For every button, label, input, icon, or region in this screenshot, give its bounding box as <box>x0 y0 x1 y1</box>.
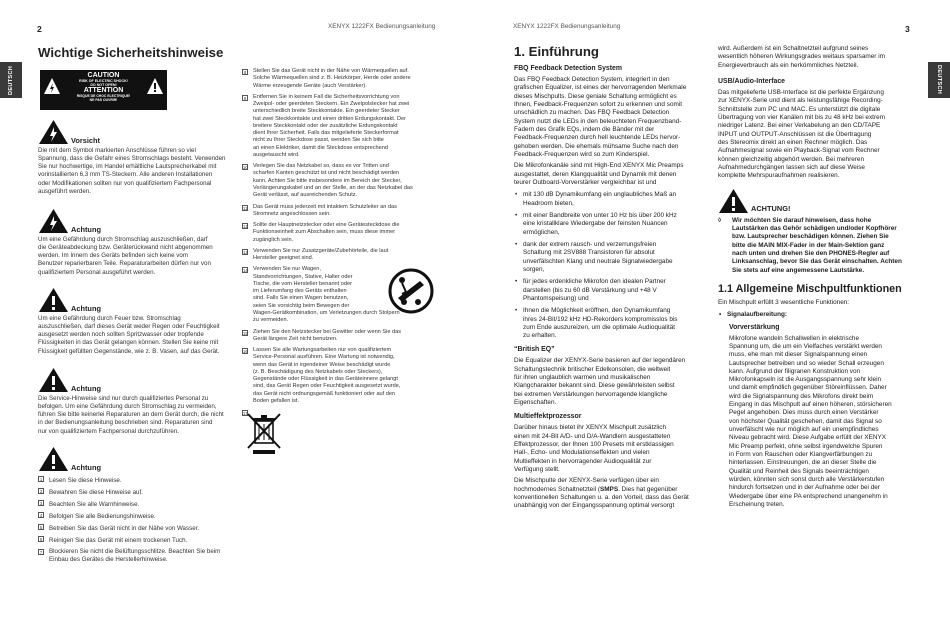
text-line: dieses Mischpults. Diese geniale Schaltung ermöglicht es <box>514 92 677 100</box>
list-item <box>242 248 442 263</box>
intro-column-2 <box>718 45 918 509</box>
warning-block-achtung-2 <box>38 287 238 356</box>
item-number: 15 <box>243 330 248 336</box>
text-line: Linksanschlag, bevor Sie das Gerät einschalten. Achten <box>732 258 902 266</box>
item-line: kann. Achten Sie bitte insbesondere im Bereich der Stecker, <box>253 177 402 184</box>
list-item <box>38 487 238 499</box>
item-line: scharfen Kanten geschützt ist und nicht beschädigt werden <box>253 170 400 177</box>
item-line: sind. Falls Sie einen Wagen benutzen, <box>253 295 349 302</box>
list-item <box>242 94 442 159</box>
warning-line: oder Modifikationen sollten nur von qualifiziertem Fachpersonal <box>38 179 212 187</box>
text-line: Qualität und Reinheit des Signals beeinträchtigen <box>729 467 869 475</box>
text-line: unverfälschten Klang und neutrale Signalwiedergabe <box>523 257 673 265</box>
list-item <box>38 548 238 565</box>
warning-line: befolgen. Um eine Gefährdung durch Stromschlag zu vermeiden, <box>38 403 217 411</box>
warning-line: Benutzer reparierbaren Teile. Reparaturarbeiten dürfen nur von <box>38 260 211 268</box>
item-line: Sollte der Hauptnetzstecker oder eine Gerätesteckdose die <box>253 222 400 229</box>
item-number: 5 <box>39 525 43 531</box>
warning-line: nur von qualifiziertem Fachpersonal durchzuführen. <box>38 427 180 435</box>
text-line: für ihren unglaublich warmen und musikalischen <box>514 374 651 382</box>
list-item <box>38 523 238 535</box>
text-line: Sie stets auf eine angemessene Lautstärke. <box>732 266 865 274</box>
text-line: Pegel angehoben. Dies muss durch einen Verstärker <box>729 409 879 417</box>
text-line: zur XENYX-Serie und dient als leistungsfähige Recording- <box>718 97 883 105</box>
warning-block-achtung-3 <box>38 367 238 436</box>
item-text: Beachten Sie alle Warnhinweise. <box>49 501 140 509</box>
text-line: zu erhalten. <box>523 332 557 340</box>
item-number: 3 <box>39 501 43 507</box>
running-title-left: XENYX 1222FX Bedienungsanleitung <box>328 23 436 30</box>
item-number: 1 <box>39 477 43 482</box>
section-intro: Ein Mischpult erfüllt 3 wesentliche Funktionen: <box>718 298 850 306</box>
diamond-icon: ◊ <box>718 216 722 224</box>
text-line: Die Equalizer der XENYX-Serie basieren auf der legendären <box>514 357 686 365</box>
warning-block-achtung-4 <box>38 446 238 564</box>
text-line: ihres 24-Bit/192 kHz HD-Rekorders kompromisslos bis <box>523 315 678 323</box>
text-line: Wir möchten Sie darauf hinweisen, dass hohe <box>732 216 872 224</box>
text-line: wird. Außerdem ist ein Schaltnetzteil aufgrund seines <box>718 45 869 52</box>
british-eq-heading: “British EQ” <box>514 346 555 354</box>
exclamation-warning-icon <box>38 287 69 313</box>
text-line: Lautsprecher betreiben und so wieder Schall erzeugen <box>729 359 884 367</box>
item-line: das Gerät nicht ordnungsgemäß funktioniert oder auf den <box>253 390 396 397</box>
text-line: Aufnahmesignal sowie ein Playback-Signal vom Rechner <box>718 147 880 155</box>
multieffekt-heading: Multieffektprozessor <box>514 413 582 421</box>
vorverstaerkung-heading: Vorverstärkung <box>729 323 780 331</box>
warning-line: werden. Im Innern des Geräts befinden sich keine vom <box>38 252 188 260</box>
item-text: Betreiben Sie das Gerät nicht in der Nähe von Wasser. <box>49 525 200 533</box>
text-line: Effektprozessor, der Ihnen 100 Presets mit erstklassigen <box>514 441 674 449</box>
warning-line: Die Service-Hinweise sind nur durch qualifiziertes Personal zu <box>38 395 209 402</box>
item-line: Entfernen Sie in keinem Fall die Sicherheitsvorrichtung von <box>253 93 400 100</box>
item-number: 11 <box>243 205 248 211</box>
text-line: unschädlich zu machen. Das FBQ Feedback Detection <box>514 109 670 117</box>
lightning-warning-icon <box>43 77 61 95</box>
text-line: konventionellen Schaltungen u. a. den Vorteil, dass das Gerät <box>514 494 689 502</box>
usb-heading: USB/Audio-Interface <box>718 77 785 85</box>
item-text: Reinigen Sie das Gerät mit einem trockenen Tuch. <box>49 537 188 545</box>
item-text: Befolgen Sie alle Bedienungshinweise. <box>49 513 156 521</box>
item-line: Solche Wärmequellen sind z. B. Heizkörper, Herde oder andere <box>253 75 411 82</box>
warning-title: Achtung <box>71 463 101 472</box>
text-line: Das mitgelieferte USB-Interface ist die perfekte Ergänzung <box>718 88 884 96</box>
attention-subtext: RISQUE DE CHOC ELECTRIQUE! <box>76 94 131 98</box>
item-number: 14 <box>243 268 248 274</box>
text-line: Übertragung von vier Kanälen mit bis zu 48 kHz bei extrem <box>718 113 885 121</box>
intro-title: 1. Einführung <box>514 44 599 59</box>
numbered-list-8-17 <box>242 68 442 457</box>
text-line: Verfügung stellt. <box>514 466 560 474</box>
text-line: Lautstärken das Gehör schädigen und/oder Kopfhörer <box>732 224 897 232</box>
item-line: zu vermeiden. <box>253 317 289 324</box>
warning-line: ausgeführt werden. <box>38 187 91 195</box>
item-line: seien Sie vorsichtig beim Bewegen der <box>253 302 350 309</box>
text-line: sorgen, <box>523 265 545 273</box>
exclamation-warning-icon <box>146 77 164 95</box>
text-line: komplette Mehrspuraufnahmen realisieren. <box>718 172 840 180</box>
list-item <box>242 347 442 405</box>
item-number: 2 <box>39 489 43 495</box>
item-line: Wärme erzeugende Geräte (auch Verstärker). <box>253 82 367 89</box>
text-line: Ihnen, Feedback-Frequenzen sofort zu erkennen und somit <box>514 100 683 108</box>
list-item <box>242 163 442 199</box>
exclamation-warning-icon <box>38 367 69 393</box>
text-line: Mikrofonkapseln ist die Ausgangsspannung sehr klein <box>729 376 882 384</box>
text-line: in Form von Rauschen oder Klangverfärbungen zu <box>729 451 873 459</box>
item-line: Gegenstände oder Flüssigkeit in das Geräteinnere gelangt <box>253 376 398 383</box>
warning-line: Sie nur hochwertige, im Handel erhältliche Lautsprecherkabel mit <box>38 163 217 171</box>
item-line: Wagen-Gerätkombination, um Verletzungen durch Stolpern <box>253 309 400 316</box>
warning-line: auszuschließen, darf dieses Gerät weder Regen oder Feuchtigkeit <box>38 323 220 331</box>
list-item <box>242 204 442 219</box>
feature-bullet <box>514 191 714 208</box>
text-line: Erscheinung treten. <box>729 501 785 509</box>
text-line: INPUT und OUTPUT-Anschlüssen ist die Übertragung <box>718 130 872 138</box>
text-line: System nutzt die LEDs in den beleuchteten Frequenzband- <box>514 117 682 125</box>
text-line: bei extremen Verstärkungen hervorragende klangliche <box>514 390 668 398</box>
list-item <box>38 511 238 523</box>
feature-bullet <box>514 212 714 237</box>
text-line: bzw. Lautsprecher beschädigen können. Ziehen Sie <box>732 233 889 241</box>
text-line: • für jedes erdenkliche Mikrofon den idealen Partner <box>523 278 666 286</box>
item-line: Verlängerungskabel und an der Stelle, an der das Netzkabel das <box>253 184 413 191</box>
text-line: • mit 130 dB Dynamikumfang ein unglaubliches Maß an <box>523 191 677 199</box>
text-line: Multieffekten in hervorragender Audioqualität zur <box>514 457 652 465</box>
item-line: Gerät verlässt, auf ausreichenden Schutz. <box>253 192 358 199</box>
safety-title: Wichtige Sicherheitshinweise <box>38 45 224 60</box>
caution-subtext: RISK OF ELECTRIC SHOCK! <box>79 79 128 83</box>
item-number: 13 <box>243 249 248 255</box>
text-line: Wiedergabe über eine PA entsprechend unangenehm in <box>729 492 888 500</box>
warning-line: Flüssigkeiten in das Gerät gelangen können. Stellen Sie keine mit <box>38 339 219 347</box>
text-line: Niveau gebracht wird. Diese Aufgabe erfüllt der XENYX <box>729 434 887 442</box>
item-text: Einbau des Gerätes die Herstellerhinweise. <box>49 555 168 563</box>
language-tab-left <box>0 62 22 98</box>
language-tab-label: DEUTSCH <box>936 65 942 95</box>
text-segment: hochmodernes Schaltnetzteil ( <box>514 485 600 493</box>
text-line: eine kristallklare Wiedergabe der feinsten Nuancen <box>523 220 668 228</box>
item-line: Hersteller geeignet sind. <box>253 255 314 262</box>
numbered-list-1-7 <box>38 475 238 564</box>
item-line: Boden gefallen ist. <box>253 397 300 404</box>
item-line: im Lieferumfang des Geräts enthalten <box>253 288 347 295</box>
item-text: Lesen Sie diese Hinweise. <box>49 477 122 484</box>
feature-bullet <box>514 278 714 303</box>
item-number: 12 <box>243 224 248 230</box>
text-line: Headroom bieten, <box>523 199 574 207</box>
warning-line: die Geräteabdeckung bzw. Geräterückwand nicht abgenommen <box>38 244 213 252</box>
text-line: Die Mischpulte der XENYX-Serie verfügen über ein <box>514 477 659 485</box>
text-line: Schaltungstechnik britischer Edelkonsolen, die weltweit <box>514 365 671 373</box>
item-line: Service-Personal ausführen. Eine Wartung ist notwendig, <box>253 354 395 361</box>
item-line: unterschiedlich breite Steckkontakte. Ein geerdeter Stecker <box>253 108 400 115</box>
text-line: Phantomspeisung) und <box>523 294 589 302</box>
text-line: Schnittstelle zum PC und MAC. Es unterstützt die digitale <box>718 105 881 113</box>
item-number: 17 <box>243 411 248 417</box>
warning-line: führen Sie bitte keinerlei Reparaturen an dem Gerät durch, die nicht <box>38 411 224 419</box>
list-item <box>38 499 238 511</box>
item-line: (z. B. Beschädigung des Netzkabels oder Steckers), <box>253 368 383 375</box>
text-line: hindurch fortsetzen und in der Aufnahme oder bei der <box>729 484 880 492</box>
warning-title: Achtung <box>71 384 101 393</box>
text-line: Spannung um, die um ein Vielfaches verstärkt werden <box>729 342 882 350</box>
text-line: Die Mikrofonkanäle sind mit High-End XENYX Mic Preamps <box>514 162 684 170</box>
text-line: nach unten und drehen Sie den PHONES-Regler auf <box>732 249 890 257</box>
text-line: des Stereomix direkt an einen Rechner möglich. Das <box>718 138 868 146</box>
text-line: und damit empfindlich gegenüber Störeinflüssen. Daher <box>729 384 887 392</box>
item-line: hat zwei Steckkontakte und einen dritten Erdungskontakt. Der <box>253 115 406 122</box>
text-line: unverfälscht wie nur möglich auf ein unempfindliches <box>729 426 879 434</box>
text-line: Darüber hinaus bietet ihr XENYX Mischpult zusätzlich <box>514 424 667 432</box>
warning-line: Spannung, dass die Gefahr eines Stromschlags besteht. Verwenden <box>38 155 226 163</box>
item-line: Verwenden Sie nur Wagen, <box>253 266 321 273</box>
section-1-1-title: 1.1 Allgemeine Mischpultfunktionen <box>718 282 902 295</box>
text-line: Energieverbrauch als ein herkömmliches Netzteil. <box>718 61 859 69</box>
item-line: Zweipol- oder geerdeten Steckern. Ein Zweipolstecker hat zwei <box>253 101 410 108</box>
item-number: 7 <box>39 549 43 555</box>
crossed-bin-weee-icon <box>244 411 284 455</box>
warning-line: vorinstallierten 6,3 mm TS-Steckern. Alle anderen Installationen <box>38 171 213 179</box>
feature-bullet <box>514 241 714 274</box>
exclamation-warning-icon <box>38 446 69 472</box>
item-number: 16 <box>243 349 248 355</box>
text-line: grafischen Equalizer, ist eines der hervorragenden Merkmale <box>514 84 687 92</box>
text-line: kann. Aufgrund der filigranen Konstruktion von <box>729 367 861 375</box>
warning-line: qualifiziertem Personal ausgeführt werden. <box>38 268 156 276</box>
page-number-left: 2 <box>37 24 42 34</box>
lightning-warning-icon <box>38 119 69 145</box>
item-text: Bewahren Sie diese Hinweise auf. <box>49 489 143 497</box>
list-item <box>242 266 442 324</box>
item-line: Verlegen Sie das Netzkabel so, dass es vor Tritten und <box>253 163 389 170</box>
lightning-warning-icon <box>38 208 69 234</box>
text-line: wird die Signalspannung des Mikrofons direkt beim <box>729 392 874 400</box>
achtung-title: ACHTUNG! <box>751 203 791 213</box>
item-line: Stellen Sie das Gerät nicht in der Nähe von Wärmequellen auf. <box>253 68 409 74</box>
list-item <box>38 535 238 547</box>
text-line: ausgestattet, deren Klangqualität und Dynamik mit denen <box>514 170 677 178</box>
exclamation-warning-icon <box>718 188 749 214</box>
feature-bullet <box>514 307 714 340</box>
signal-bullet: • Signalaufbereitung: <box>718 311 918 319</box>
caution-label <box>40 70 167 110</box>
item-line: Standvorrichtungen, Stative, Halter oder <box>253 273 353 280</box>
item-line: nicht zu Ihrer Steckdose passt, wenden Sie sich bitte <box>253 137 384 144</box>
text-line: Feedback-Frequenzen wird so zum Kinderspiel. <box>514 150 650 158</box>
text-line: Das FBQ Feedback Detection System, integriert in den <box>514 75 670 83</box>
list-item <box>242 222 442 244</box>
text-line: Eingang in das Mischpult auf einen höheren, störsicheren <box>729 401 892 409</box>
text-line: Fadern des Grafik EQs, indem die Bänder mit der <box>514 125 655 133</box>
item-line: zugänglich sein. <box>253 236 294 243</box>
item-line: wenn das Gerät in irgendeiner Weise beschädigt wurde <box>253 361 391 368</box>
text-line: teurer Outboard-Vorverstärker vergleichbar ist und <box>514 178 657 186</box>
item-number: 9 <box>243 95 247 101</box>
text-line: • dank der extrem rausch- und verzerrungsfreien <box>523 240 657 248</box>
text-line: unabhängig von der Eingangsspannung optimal versorgt <box>514 502 675 510</box>
achtung-text <box>718 217 918 275</box>
list-item <box>242 68 442 90</box>
text-line: Schaltung mit 2SV888 Transistoren für absolut <box>523 249 655 257</box>
item-text: Blockieren Sie nicht die Belüftungsschlitze. Beachten Sie beim <box>49 547 221 555</box>
item-number: 6 <box>39 537 43 543</box>
text-line: Mic Preamp perfekt, ohne selbst irgendwelche Spuren <box>729 442 883 450</box>
item-line: Gerät längere Zeit nicht benutzen. <box>253 335 338 342</box>
warning-line: Um eine Gefährdung durch Feuer bzw. Stromschlag <box>38 315 181 322</box>
running-title-right: XENYX 1222FX Bedienungsanleitung <box>513 23 621 30</box>
list-item <box>242 329 442 344</box>
item-number: 8 <box>243 70 247 75</box>
item-line: Lassen Sie alle Wartungsarbeiten nur von qualifiziertem <box>253 347 392 354</box>
list-item <box>38 475 238 487</box>
text-line: Mikrofone wandeln Schallwellen in elektrische <box>729 334 860 342</box>
fbq-heading: FBQ Feedback Detection System <box>514 65 622 72</box>
text-line: wesentlich höheren Wirkungsgrades weitaus sparsamer im <box>718 53 885 61</box>
text-line: bitte die MAIN MIX-Fader in der Main-Sektion ganz <box>732 241 885 249</box>
caution-text: CAUTION <box>87 72 120 79</box>
attention-subtext: NE PAS OUVRIR! <box>89 98 118 102</box>
text-segment: . Dies hat gegenüber <box>618 485 678 493</box>
text-line: muss, ehe man mit dieser Signalspannung einen <box>729 351 868 359</box>
warning-block-achtung-1 <box>38 208 238 277</box>
item-line: Tische, die vom Hersteller benannt oder <box>253 280 352 287</box>
warning-title: Achtung <box>71 304 101 313</box>
item-line: Ziehen Sie den Netzstecker bei Gewitter oder wenn Sie das <box>253 328 402 335</box>
text-line: Feedback-Frequenzen durch hell leuchtende LEDs hervor- <box>514 134 681 142</box>
text-line: Eigenschaften. <box>514 399 557 407</box>
list-item <box>242 409 442 457</box>
text-line: Aufnahmedurchgängen lassen sich auf diese Weise <box>718 163 865 171</box>
item-line: dient Ihrer Sicherheit. Falls das mitgelieferte Steckerformat <box>253 130 399 137</box>
text-line: darstellen (bis zu 60 dB Verstärkung und +48 V <box>523 286 657 294</box>
item-number: 4 <box>39 513 43 519</box>
language-tab-label: DEUTSCH <box>8 65 14 95</box>
text-line: • mit einer Bandbreite von unter 10 Hz bis über 200 kHz <box>523 211 677 219</box>
text-line: zum Ende auszureizen, um die optimale Audioqualität <box>523 323 676 331</box>
attention-text: ATTENTION <box>83 87 124 94</box>
text-line: niedriger Latenz. Bei einer Verkabelung an den CD/TAPE <box>718 122 881 130</box>
warning-title: Achtung <box>71 225 101 234</box>
text-line: Hall-, Echo- und Modulationseffekten und vielen <box>514 449 650 457</box>
warning-line: Um eine Gefährdung durch Stromschlag auszuschließen, darf <box>38 236 208 243</box>
item-line: an einen Elektriker, damit die Steckdose entsprechend <box>253 144 388 151</box>
language-tab-right <box>928 62 950 98</box>
text-line: einen mit 24-Bit A/D- und D/A-Wandlern ausgestatteten <box>514 432 671 440</box>
warning-line: ausgesetzt werden noch sollten Spritzwasser oder tropfende <box>38 331 204 339</box>
text-line: Klangcharakter bekannt sind. Diese gewährleisten selbst <box>514 382 675 390</box>
text-line: gehoben werden. Die ehemals mühsame Suche nach den <box>514 142 679 150</box>
cart-tip-warning-icon <box>388 268 434 314</box>
page-number-right: 3 <box>905 24 910 34</box>
text-line: von höchster Qualität geschehen, damit das Signal so <box>729 417 882 425</box>
item-line: Verwenden Sie nur Zusatzgeräte/Zubehörteile, die laut <box>253 247 389 254</box>
warning-line: Die mit dem Symbol markierten Anschlüsse führen so viel <box>38 147 196 154</box>
caution-subtext: DO NOT OPEN! <box>90 83 117 87</box>
intro-column-1 <box>514 65 714 511</box>
text-line: können gleichzeitig abgehört werden. Bei mehreren <box>718 155 865 163</box>
item-number: 10 <box>243 165 248 171</box>
item-line: breitere Steckkontakt oder der zusätzliche Erdungskontakt <box>253 122 398 129</box>
warning-block-vorsicht <box>38 119 238 196</box>
item-line: Das Gerät muss jederzeit mit intaktem Schutzleiter an das <box>253 203 397 210</box>
warning-line: Flüssigkeit gefüllten Gegenstände, wie z. B. Vasen, auf das Gerät. <box>38 347 220 355</box>
warning-line: in der Bedienungsanleitung beschrieben sind. Reparaturen sind <box>38 419 213 427</box>
item-line: ausgetauscht wird. <box>253 151 300 158</box>
text-bold-segment: SMPS <box>599 485 619 493</box>
item-line: sind, das Gerät Regen oder Feuchtigkeit ausgesetzt wurde, <box>253 383 401 390</box>
text-line: hinterlassen. Einstreuungen, die an dieser Stelle die <box>729 459 877 467</box>
text-line <box>514 486 714 494</box>
item-line: Stromnetz angeschlossen sein. <box>253 210 331 217</box>
item-line: Funktionseinheit zum Abschalten sein, muss diese immer <box>253 229 396 236</box>
text-line: • Ihnen die Möglichkeit eröffnen, den Dynamikumfang <box>523 307 671 315</box>
achtung-box-header <box>718 188 918 214</box>
text-line: ermöglichen, <box>523 228 560 236</box>
warning-title: Vorsicht <box>71 136 101 145</box>
text-line: würden, könnten sich sonst durch alle Verstärkerstufen <box>729 476 885 484</box>
